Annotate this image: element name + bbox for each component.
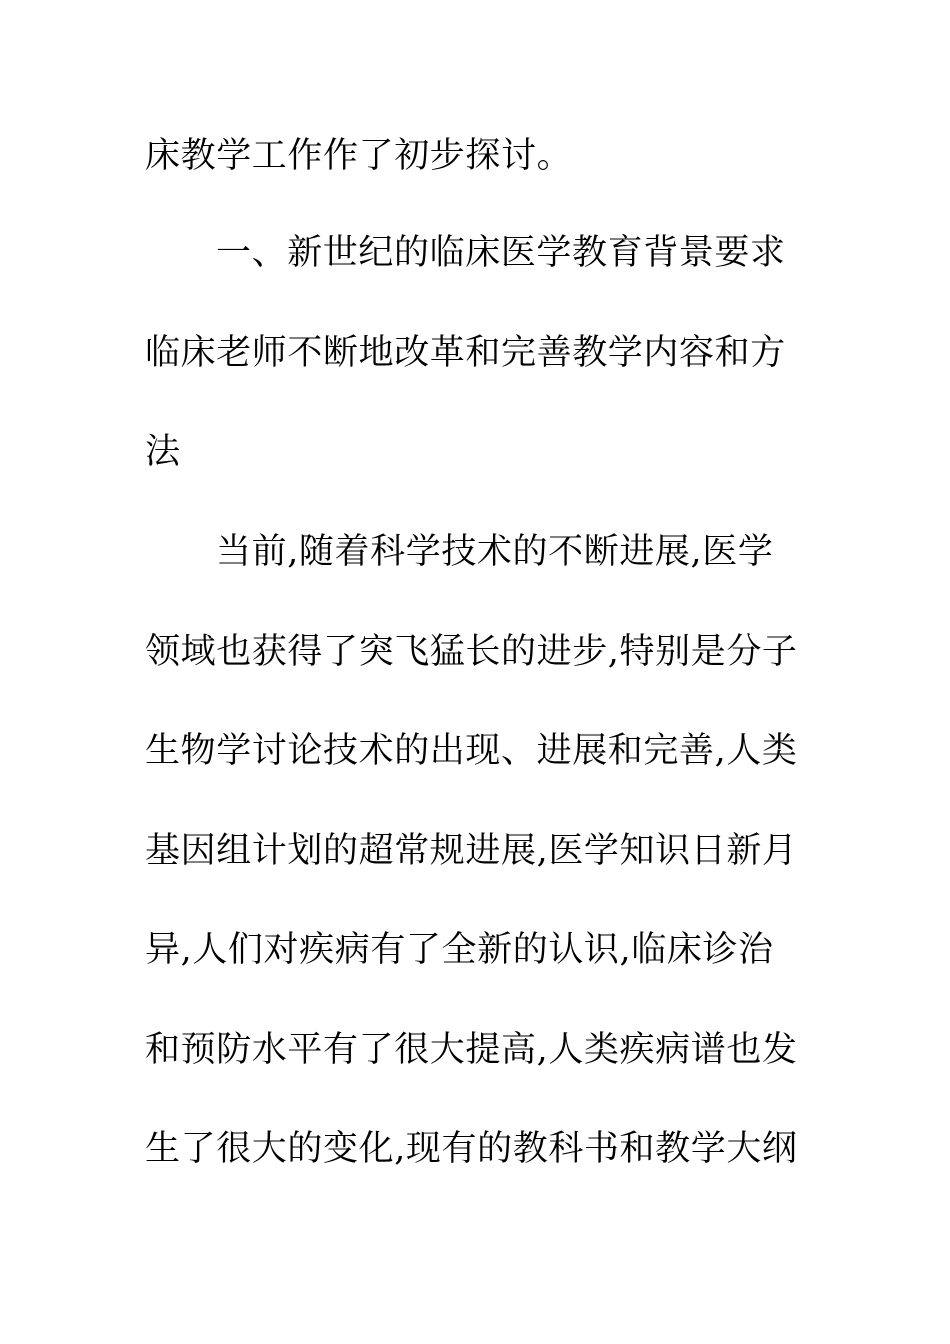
paragraph-text-line: 当前,随着科学技术的不断进展,医学 (216, 532, 774, 572)
paragraph-text-line: 生物学讨论技术的出现、进展和完善,人类 (145, 731, 798, 771)
paragraph-text-line: 异,人们对疾病有了全新的认识,临床诊治 (145, 930, 774, 970)
paragraph-text-line: 基因组计划的超常规进展,医学知识日新月 (145, 831, 798, 871)
section-heading: 一、新世纪的临床医学教育背景要求 (216, 233, 786, 273)
paragraph-text-line: 床教学工作作了初步探讨。 (145, 136, 573, 176)
paragraph-text-line: 生了很大的变化,现有的教科书和教学大纲 (145, 1129, 798, 1169)
paragraph-text-line: 领域也获得了突飞猛长的进步,特别是分子 (145, 632, 798, 672)
section-heading-continuation: 临床老师不断地改革和完善教学内容和方 (145, 333, 786, 373)
section-heading-continuation: 法 (145, 432, 181, 472)
paragraph-text-line: 和预防水平有了很大提高,人类疾病谱也发 (145, 1030, 798, 1070)
